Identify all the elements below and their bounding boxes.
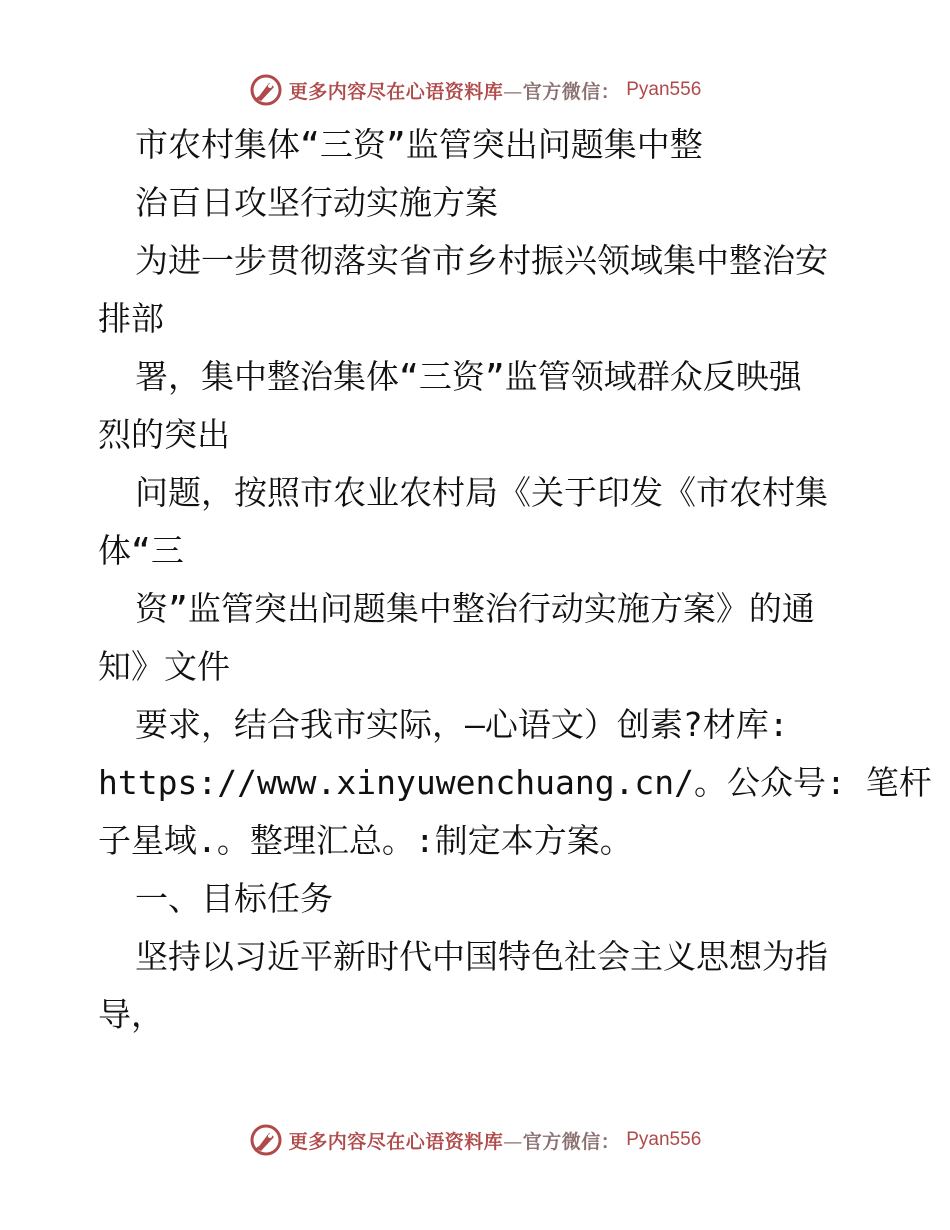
document-line: 一、目标任务 (135, 879, 333, 918)
document-line: 市农村集体“三资”监管突出问题集中整 (135, 125, 703, 164)
header-banner-title: 更多内容尽在心语资料库 (288, 80, 504, 103)
document-line: 治百日攻坚行动实施方案 (135, 183, 498, 222)
footer-banner-wechat-label: 官方微信： (522, 1130, 621, 1153)
footer-banner-inner (249, 1123, 702, 1157)
header-banner-wechat-id: Pyan556 (626, 79, 702, 100)
document-line: 导， (98, 995, 164, 1034)
pen-nib-logo-icon (249, 73, 283, 107)
document-line: 知》文件 (98, 647, 230, 686)
document-line: 问题，按照市农业农村局《关于印发《市农村集 (135, 473, 828, 512)
document-line: 为进一步贯彻落实省市乡村振兴领域集中整治安 (135, 241, 828, 280)
header-banner-dash: — (503, 80, 523, 103)
footer-banner-title: 更多内容尽在心语资料库 (288, 1130, 504, 1153)
document-line: 坚持以习近平新时代中国特色社会主义思想为指 (135, 937, 828, 976)
pen-nib-logo-icon (249, 1123, 283, 1157)
footer-banner (0, 1120, 950, 1160)
document-line: 署，集中整治集体“三资”监管领域群众反映强 (135, 357, 802, 396)
document-line: 体“三 (98, 531, 184, 570)
document-line: 要求，结合我市实际，—心语文）创素?材库: (135, 705, 789, 744)
document-line: 排部 (98, 299, 164, 338)
header-banner-inner (249, 73, 702, 107)
footer-banner-wechat-id: Pyan556 (626, 1129, 702, 1150)
footer-banner-text (289, 1127, 621, 1154)
document-body (98, 116, 932, 1044)
document-line: https://www.xinyuwenchuang.cn/。公众号: 笔杆 (98, 763, 932, 802)
footer-banner-dash: — (503, 1130, 523, 1153)
header-banner (0, 70, 950, 110)
document-line: 子星域.。整理汇总。:制定本方案。 (98, 821, 633, 860)
document-line: 烈的突出 (98, 415, 230, 454)
header-banner-wechat-label: 官方微信： (522, 80, 621, 103)
header-banner-text (289, 77, 621, 104)
document-line: 资”监管突出问题集中整治行动实施方案》的通 (135, 589, 815, 628)
